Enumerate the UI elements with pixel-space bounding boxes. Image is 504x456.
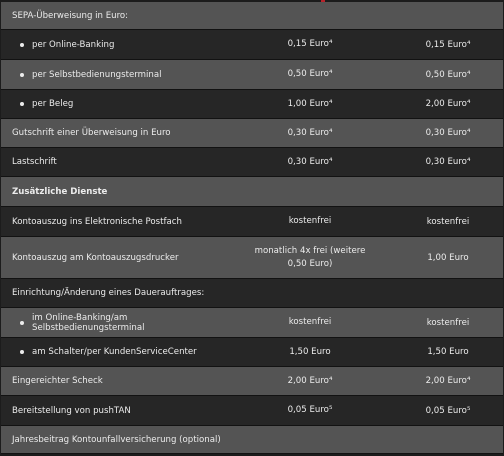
price-cell: monatlich 4x frei (weitere 0,50 Euro) [254, 246, 366, 269]
price-cell: 0,30 Euro⁴ [425, 157, 471, 167]
table-section-header [1, 177, 503, 207]
bullet-icon [20, 350, 24, 354]
bullet-icon [20, 102, 24, 106]
row-label: Eingereichter Scheck [12, 376, 103, 386]
price-cell: 2,00 Euro⁴ [425, 99, 471, 109]
row-label: per Online-Banking [32, 39, 115, 50]
price-cell: 0,50 Euro⁴ [287, 69, 333, 80]
price-cell: 0,30 Euro⁴ [287, 156, 333, 167]
row-label: Kontoauszug am Kontoauszugsdrucker [12, 252, 179, 263]
price-cell: 0,05 Euro⁵ [287, 405, 333, 416]
price-cell: 1,50 Euro [289, 346, 331, 357]
price-cell: 2,00 Euro⁴ [287, 375, 333, 386]
price-cell: 1,50 Euro [427, 347, 469, 357]
row-label: Kontoauszug ins Elektronische Postfach [12, 216, 182, 227]
row-label: per Selbstbedienungsterminal [32, 69, 162, 80]
row-label: Jahresbeitrag Kontounfallversicherung (optional) [12, 434, 221, 445]
table-row [1, 396, 503, 426]
table-row-dauerauftrag-header [1, 279, 503, 308]
price-cell: 0,15 Euro⁴ [287, 39, 333, 50]
section-title: Zusätzliche Dienste [12, 186, 108, 197]
row-label: Einrichtung/Änderung eines Dauerauftrages: [12, 288, 205, 298]
price-cell: 0,30 Euro⁴ [287, 127, 333, 138]
row-label: im Online-Banking/am Selbstbedienungsterminal [32, 312, 145, 333]
table-row [1, 30, 503, 60]
price-cell: kostenfrei [288, 216, 332, 227]
row-label: Gutschrift einer Überweisung in Euro [12, 128, 171, 138]
price-cell: 1,00 Euro [427, 252, 469, 263]
price-cell: 1,00 Euro⁴ [287, 98, 333, 109]
bullet-icon [20, 321, 24, 325]
row-label: Bereitstellung von pushTAN [12, 405, 131, 416]
table-row [1, 338, 503, 367]
price-cell: 2,00 Euro⁴ [425, 376, 471, 386]
table-row [1, 426, 503, 454]
price-cell: 0,50 Euro⁴ [425, 69, 471, 80]
bullet-icon [20, 73, 24, 77]
table-row [1, 207, 503, 237]
row-label: Lastschrift [12, 157, 57, 167]
table-row [1, 148, 503, 177]
price-cell: kostenfrei [426, 317, 470, 328]
bullet-icon [20, 43, 24, 47]
row-label: am Schalter/per KundenServiceCenter [32, 347, 197, 357]
table-row [1, 237, 503, 279]
price-cell: kostenfrei [426, 216, 470, 227]
table-row [1, 308, 503, 338]
fee-table [1, 0, 503, 456]
table-row [1, 60, 503, 90]
table-row-sepa-header [1, 2, 503, 30]
table-row [1, 90, 503, 119]
price-cell: kostenfrei [288, 317, 332, 328]
price-cell: 0,30 Euro⁴ [425, 128, 471, 138]
table-row [1, 367, 503, 396]
price-cell: 0,05 Euro⁵ [425, 405, 471, 416]
row-label: per Beleg [32, 99, 74, 109]
row-label: SEPA-Überweisung in Euro: [12, 10, 129, 21]
table-row [1, 119, 503, 148]
price-cell: 0,15 Euro⁴ [425, 39, 471, 50]
